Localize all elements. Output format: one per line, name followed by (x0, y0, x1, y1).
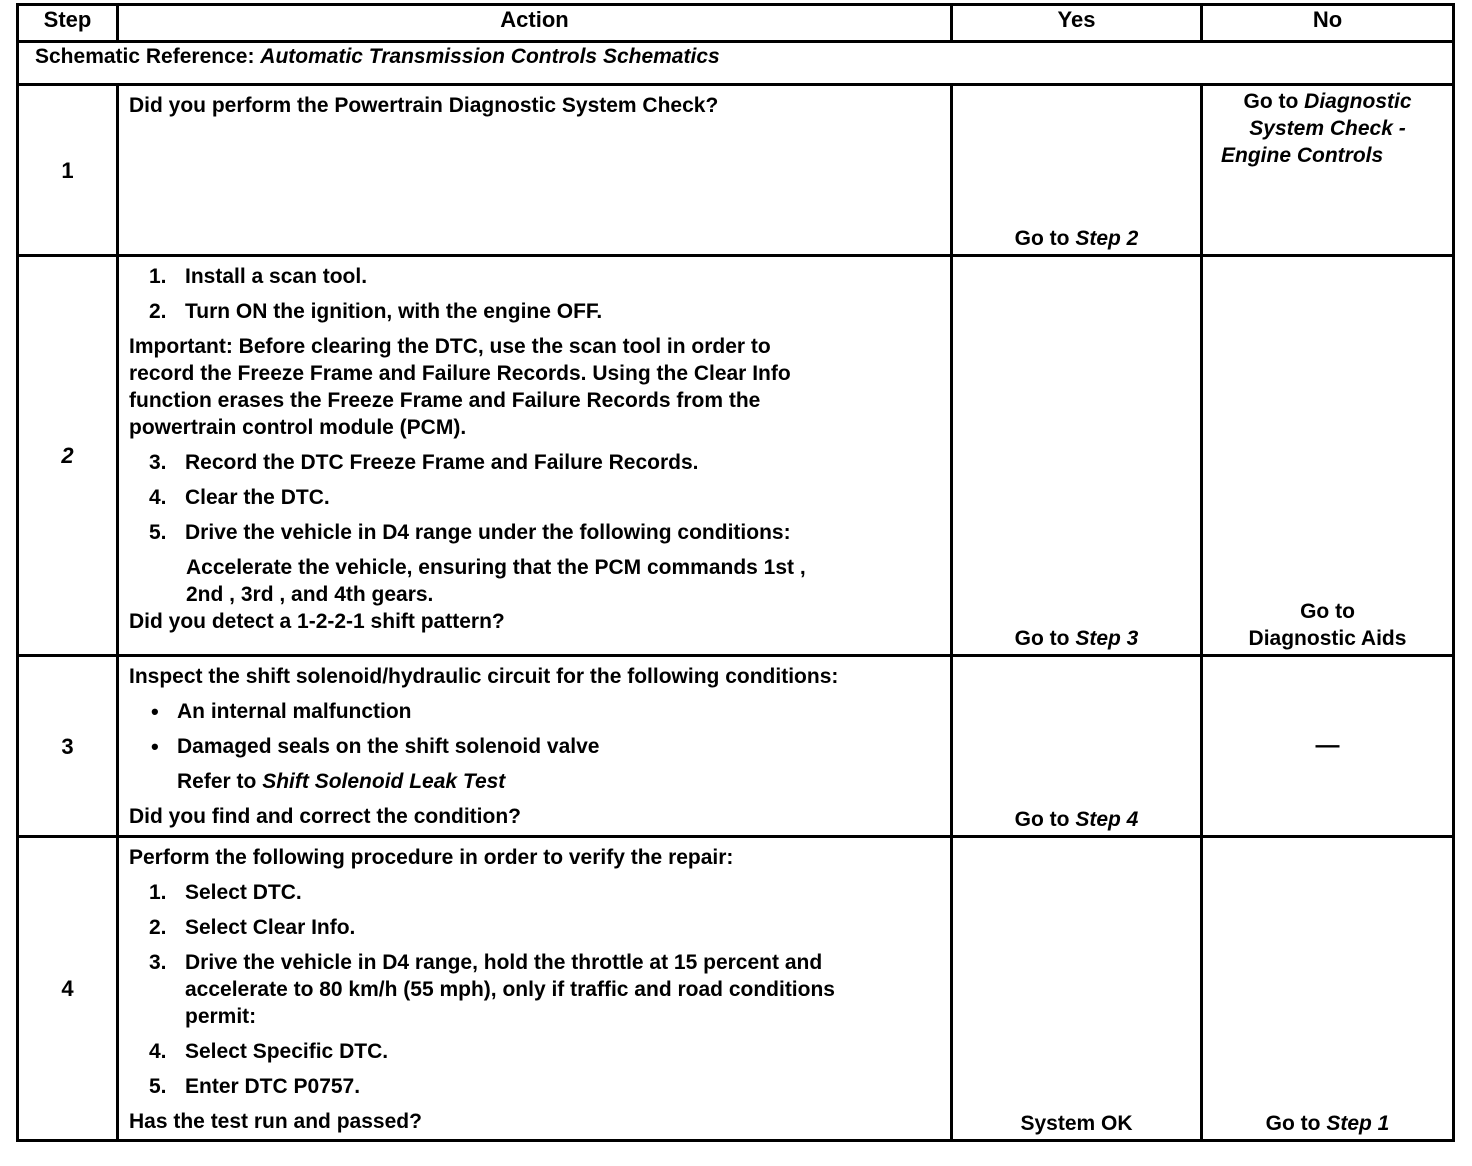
refer-note: Refer to Shift Solenoid Leak Test (177, 770, 506, 793)
no-result: Go to Step 1 (1202, 837, 1454, 1141)
schematic-reference (18, 42, 1454, 85)
list-item: 2. Turn ON the ignition, with the engine OFF. (149, 300, 603, 323)
step-question: Did you find and correct the condition? (129, 805, 521, 828)
no-result (1202, 656, 1454, 837)
list-item: 3. Drive the vehicle in D4 range, hold the throttle at 15 percent and accelerate to 80 km/h (55 mph), only if traffic and road conditions permit: (149, 951, 835, 1028)
header-row (18, 5, 1454, 42)
no-step-link[interactable]: Step 1 (1326, 1112, 1390, 1135)
schematic-reference-link[interactable]: Automatic Transmission Controls Schematics (260, 45, 720, 68)
bullet-item: • An internal malfunction (151, 699, 412, 724)
step-action (118, 256, 952, 656)
step-action (118, 656, 952, 837)
list-item: 5. Drive the vehicle in D4 range under the following conditions: (149, 521, 791, 544)
step-intro: Inspect the shift solenoid/hydraulic circuit for the following conditions: (129, 665, 839, 688)
step-number: 4 (18, 837, 118, 1141)
refer-link[interactable]: Shift Solenoid Leak Test (262, 770, 506, 793)
header-yes: Yes (952, 5, 1202, 42)
list-item: 3. Record the DTC Freeze Frame and Failure Records. (149, 451, 699, 474)
list-item: 4. Clear the DTC. (149, 486, 330, 509)
step-action (118, 85, 952, 256)
yes-step-link[interactable]: Step 2 (1075, 227, 1139, 250)
schematic-reference-row (18, 42, 1454, 85)
important-note: Important: Before clearing the DTC, use the scan tool in order to record the Freeze Frame and Failure Records. Using the Clear Info function erases the Freeze Frame and Failure Records from the powertrain control module (PCM). (129, 335, 791, 439)
yes-result: Go to Step 4 (952, 656, 1202, 837)
step-row-4 (18, 837, 1454, 1141)
step-row-3 (18, 656, 1454, 837)
header-no: No (1202, 5, 1454, 42)
bullet-item: • Damaged seals on the shift solenoid valve (151, 734, 600, 759)
step-row-1 (18, 85, 1454, 256)
no-result: Go to Diagnostic Aids (1202, 256, 1454, 656)
step-question: Has the test run and passed? (129, 1110, 422, 1133)
step-action (118, 837, 952, 1141)
no-link[interactable]: Diagnostic Aids (1248, 627, 1407, 650)
list-item: 1. Select DTC. (149, 881, 302, 904)
no-result: Go to Diagnostic System Check - Engine Controls (1202, 85, 1454, 256)
yes-result: Go to Step 2 (952, 85, 1202, 256)
yes-result: Go to Step 3 (952, 256, 1202, 656)
step-question: Did you perform the Powertrain Diagnostic System Check? (129, 94, 719, 117)
step-number: 2 (18, 256, 118, 656)
list-item: 4. Select Specific DTC. (149, 1040, 389, 1063)
header-step: Step (18, 5, 118, 42)
sub-note: Accelerate the vehicle, ensuring that the PCM commands 1st , 2nd , 3rd , and 4th gears. (186, 556, 806, 606)
list-item: 5. Enter DTC P0757. (149, 1075, 361, 1098)
list-item: 1. Install a scan tool. (149, 265, 368, 288)
step-number: 1 (18, 85, 118, 256)
step-intro: Perform the following procedure in order to verify the repair: (129, 846, 734, 869)
yes-step-link[interactable]: Step 4 (1075, 808, 1139, 831)
yes-step-link[interactable]: Step 3 (1075, 627, 1139, 650)
step-question: Did you detect a 1-2-2-1 shift pattern? (129, 610, 505, 633)
schematic-reference-label: Schematic Reference: (35, 45, 255, 68)
list-item: 2. Select Clear Info. (149, 916, 356, 939)
diagnostic-table (16, 3, 1455, 1142)
yes-result: System OK (952, 837, 1202, 1141)
no-link[interactable]: Engine Controls (1221, 144, 1384, 167)
step-row-2 (18, 256, 1454, 656)
no-link[interactable]: System Check - (1249, 117, 1406, 140)
header-action: Action (118, 5, 952, 42)
no-link[interactable]: Diagnostic (1304, 90, 1412, 113)
step-number: 3 (18, 656, 118, 837)
dash: — (1315, 732, 1340, 759)
